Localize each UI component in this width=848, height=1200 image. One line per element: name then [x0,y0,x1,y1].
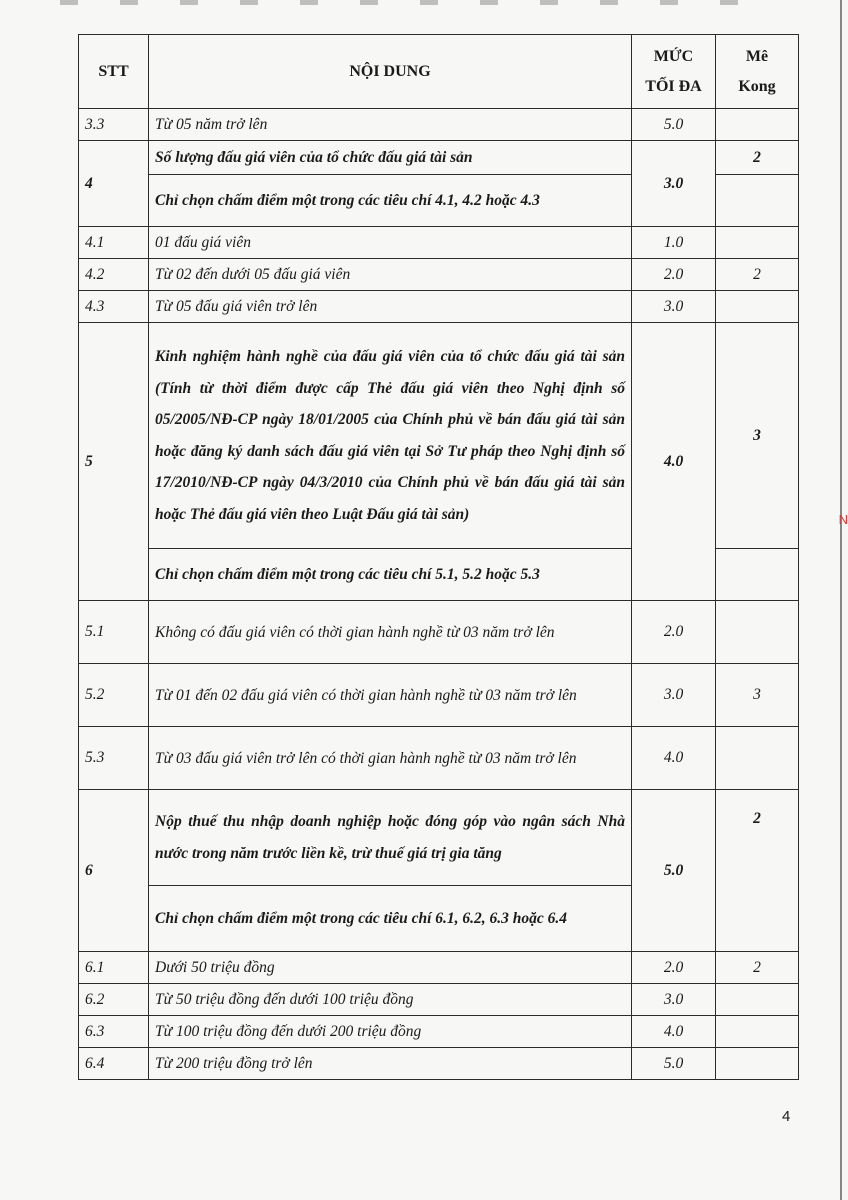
row-content: Dưới 50 triệu đồng [149,952,632,984]
row-stt: 5.3 [79,727,149,790]
row-score [716,727,799,790]
row-max: 3.0 [632,984,716,1016]
table-row [79,323,799,549]
table-row [79,109,799,141]
row-stt: 6.2 [79,984,149,1016]
row-score [716,1016,799,1048]
table-row [79,952,799,984]
scan-edge [840,0,842,1200]
row-stt: 5 [79,323,149,601]
header-stt: STT [79,35,149,109]
table-row [79,227,799,259]
row-max: 4.0 [632,323,716,601]
row-content: Từ 01 đến 02 đấu giá viên có thời gian hành nghề từ 03 năm trở lên [149,664,632,727]
row-max: 5.0 [632,790,716,952]
row-note: Chỉ chọn chấm điểm một trong các tiêu chí 4.1, 4.2 hoặc 4.3 [149,175,632,227]
row-stt: 4 [79,141,149,227]
header-noi-dung: NỘI DUNG [149,35,632,109]
row-max: 3.0 [632,664,716,727]
table-row [79,291,799,323]
table-header-row [79,35,799,109]
row-score: 2 [716,952,799,984]
row-stt: 5.1 [79,601,149,664]
table-row [79,984,799,1016]
row-stt: 4.2 [79,259,149,291]
row-stt: 6 [79,790,149,952]
row-max: 3.0 [632,141,716,227]
row-content: Từ 50 triệu đồng đến dưới 100 triệu đồng [149,984,632,1016]
row-content: Từ 200 triệu đồng trở lên [149,1048,632,1080]
row-stt: 6.1 [79,952,149,984]
row-score [716,109,799,141]
row-title: Kinh nghiệm hành nghề của đấu giá viên của tổ chức đấu giá tài sản (Tính từ thời điểm được cấp Thẻ đấu giá viên theo Nghị định số 05/2005/NĐ-CP ngày 18/01/2005 của Chính phủ về bán đấu giá tài sản hoặc đăng ký danh sách đấu giá viên tại Sở Tư pháp theo Nghị định số 17/2010/NĐ-CP ngày 04/3/2010 của Chính phủ về bán đấu giá tài sản hoặc Thẻ đấu giá viên theo Luật Đấu giá tài sản) [149,323,632,549]
row-score [716,601,799,664]
row-note: Chỉ chọn chấm điểm một trong các tiêu chí 5.1, 5.2 hoặc 5.3 [149,549,632,601]
table-row [79,1016,799,1048]
row-content: Không có đấu giá viên có thời gian hành nghề từ 03 năm trở lên [149,601,632,664]
row-max: 2.0 [632,952,716,984]
row-content: Từ 02 đến dưới 05 đấu giá viên [149,259,632,291]
row-content: Từ 05 năm trở lên [149,109,632,141]
row-score: 2 [716,259,799,291]
row-score: 2 [716,141,799,175]
row-score [716,984,799,1016]
table-row [79,727,799,790]
scan-artifact-top [60,0,780,5]
row-max: 4.0 [632,1016,716,1048]
row-max: 1.0 [632,227,716,259]
row-max: 4.0 [632,727,716,790]
row-max: 5.0 [632,109,716,141]
row-title: Nộp thuế thu nhập doanh nghiệp hoặc đóng góp vào ngân sách Nhà nước trong năm trước liền kề, trừ thuế giá trị gia tăng [149,790,632,886]
stamp-fragment: N [838,512,848,527]
page-number: 4 [782,1108,791,1125]
row-stt: 4.3 [79,291,149,323]
row-score: 3 [716,323,799,549]
table-row [79,790,799,886]
row-max: 2.0 [632,259,716,291]
row-max: 5.0 [632,1048,716,1080]
table-row [79,141,799,175]
row-score-empty [716,549,799,601]
header-kong: Mê Kong [716,35,799,109]
row-stt: 6.4 [79,1048,149,1080]
row-stt: 6.3 [79,1016,149,1048]
scoring-table [78,34,799,1080]
row-score [716,1048,799,1080]
row-score-empty [716,175,799,227]
table-row [79,664,799,727]
row-max: 2.0 [632,601,716,664]
row-score [716,291,799,323]
table-row [79,1048,799,1080]
row-stt: 3.3 [79,109,149,141]
header-muc-toi-da: MỨC TỐI ĐA [632,35,716,109]
row-note: Chỉ chọn chấm điểm một trong các tiêu chí 6.1, 6.2, 6.3 hoặc 6.4 [149,886,632,952]
row-title: Số lượng đấu giá viên của tổ chức đấu giá tài sản [149,141,632,175]
row-content: Từ 05 đấu giá viên trở lên [149,291,632,323]
row-content: 01 đấu giá viên [149,227,632,259]
row-content: Từ 100 triệu đồng đến dưới 200 triệu đồng [149,1016,632,1048]
row-score [716,227,799,259]
row-stt: 4.1 [79,227,149,259]
row-stt: 5.2 [79,664,149,727]
row-score: 2 [716,790,799,952]
row-content: Từ 03 đấu giá viên trở lên có thời gian hành nghề từ 03 năm trở lên [149,727,632,790]
row-score: 3 [716,664,799,727]
table-row [79,259,799,291]
table-row [79,601,799,664]
row-max: 3.0 [632,291,716,323]
